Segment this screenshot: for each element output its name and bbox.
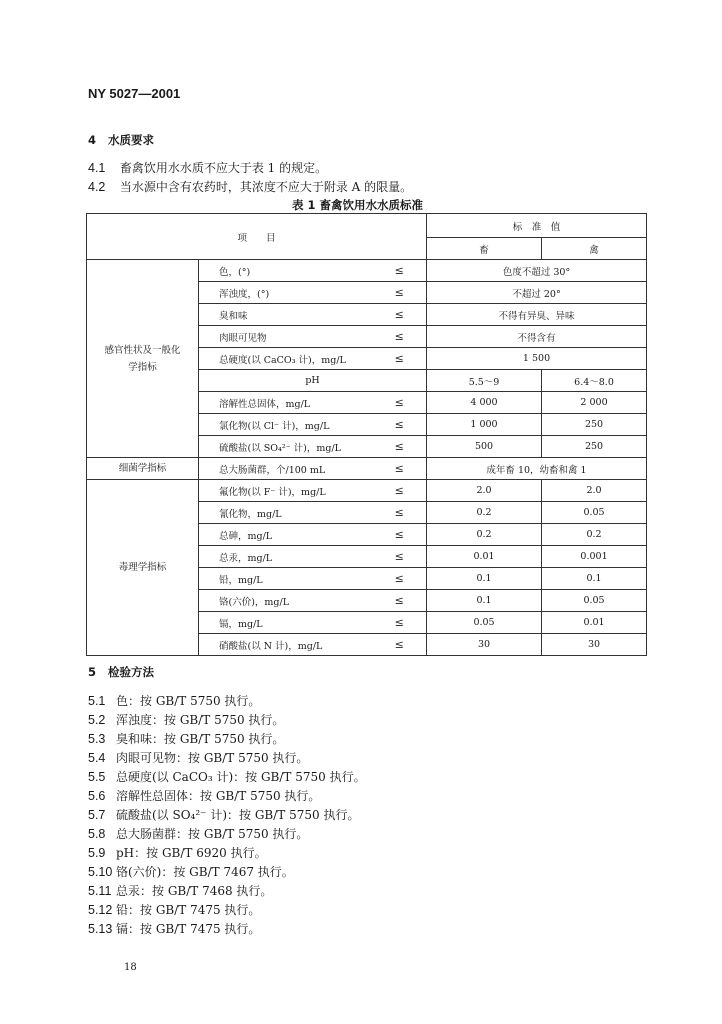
clause-number: 5.2 xyxy=(88,713,106,727)
poultry-value-cell: 0.01 xyxy=(542,612,647,634)
item-cell: 总砷，mg/L xyxy=(199,524,373,546)
poultry-value-cell: 250 xyxy=(542,436,647,458)
poultry-value-cell: 2 000 xyxy=(542,392,647,414)
poultry-value-cell: 0.2 xyxy=(542,524,647,546)
item-cell: 铅，mg/L xyxy=(199,568,373,590)
symbol-cell: ≤ xyxy=(373,634,427,656)
clause-text: 畜禽饮用水水质不应大于表 1 的规定。 xyxy=(119,161,328,175)
category-cell: 毒理学指标 xyxy=(87,480,199,656)
value-cell: 1 500 xyxy=(427,348,647,370)
value-cell: 不得含有 xyxy=(427,326,647,348)
clause-5-10 xyxy=(88,863,294,880)
clause-5-5 xyxy=(88,768,366,785)
clause-5-13 xyxy=(88,920,260,937)
item-cell: 总汞，mg/L xyxy=(199,546,373,568)
section-5-heading xyxy=(88,664,154,680)
symbol-cell: ≤ xyxy=(373,612,427,634)
item-cell: 总硬度(以 CaCO₃ 计)，mg/L xyxy=(199,348,373,370)
poultry-value-cell: 0.05 xyxy=(542,590,647,612)
symbol-cell: ≤ xyxy=(373,502,427,524)
clause-number: 5.1 xyxy=(88,694,106,708)
livestock-value-cell: 0.2 xyxy=(427,502,542,524)
clause-text: 总汞：按 GB/T 7468 执行。 xyxy=(116,884,273,898)
clause-4-1 xyxy=(88,159,327,176)
item-cell: 色，(°) xyxy=(199,260,373,282)
item-cell: 总大肠菌群，个/100 mL xyxy=(199,458,373,480)
value-cell: 色度不超过 30° xyxy=(427,260,647,282)
item-cell: 肉眼可见物 xyxy=(199,326,373,348)
item-cell: 镉，mg/L xyxy=(199,612,373,634)
livestock-value-cell: 2.0 xyxy=(427,480,542,502)
clause-text: 肉眼可见物：按 GB/T 5750 执行。 xyxy=(116,751,309,765)
livestock-value-cell: 0.2 xyxy=(427,524,542,546)
page-number: 18 xyxy=(124,962,137,973)
livestock-value-cell: 4 000 xyxy=(427,392,542,414)
table-row xyxy=(87,458,647,480)
symbol-cell: ≤ xyxy=(373,282,427,304)
clause-text: 硫酸盐(以 SO₄²⁻ 计)：按 GB/T 5750 执行。 xyxy=(116,808,360,822)
item-cell: 硫酸盐(以 SO₄²⁻ 计)，mg/L xyxy=(199,436,373,458)
poultry-value-cell: 0.1 xyxy=(542,568,647,590)
symbol-cell: ≤ xyxy=(373,260,427,282)
section-4-number: 4 xyxy=(88,133,97,147)
section-4-title: 水质要求 xyxy=(108,133,155,147)
livestock-value-cell: 0.01 xyxy=(427,546,542,568)
symbol-cell: ≤ xyxy=(373,392,427,414)
clause-5-2 xyxy=(88,711,284,728)
item-cell: 溶解性总固体，mg/L xyxy=(199,392,373,414)
value-cell: 成年畜 10，幼畜和禽 1 xyxy=(427,458,647,480)
table-row xyxy=(87,260,647,282)
clause-5-6 xyxy=(88,787,320,804)
item-cell: 臭和味 xyxy=(199,304,373,326)
clause-5-8 xyxy=(88,825,308,842)
table-row xyxy=(87,480,647,502)
clause-text: 总硬度(以 CaCO₃ 计)：按 GB/T 5750 执行。 xyxy=(116,770,366,784)
clause-number: 5.5 xyxy=(88,770,106,784)
symbol-cell: ≤ xyxy=(373,436,427,458)
poultry-value-cell: 0.05 xyxy=(542,502,647,524)
table-head-livestock: 畜 xyxy=(427,238,542,260)
clause-text: 镉：按 GB/T 7475 执行。 xyxy=(116,922,261,936)
symbol-cell: ≤ xyxy=(373,568,427,590)
poultry-value-cell: 6.4～8.0 xyxy=(542,370,647,392)
livestock-value-cell: 500 xyxy=(427,436,542,458)
poultry-value-cell: 30 xyxy=(542,634,647,656)
clause-number: 4.1 xyxy=(88,161,106,175)
item-cell: 氯化物(以 Cl⁻ 计)，mg/L xyxy=(199,414,373,436)
value-cell: 不得有异臭、异味 xyxy=(427,304,647,326)
table-head-item: 项 目 xyxy=(87,214,427,260)
symbol-cell: ≤ xyxy=(373,414,427,436)
clause-text: 溶解性总固体：按 GB/T 5750 执行。 xyxy=(116,789,321,803)
water-quality-table xyxy=(86,213,647,656)
clause-text: 当水源中含有农药时，其浓度不应大于附录 A 的限量。 xyxy=(119,180,413,194)
livestock-value-cell: 30 xyxy=(427,634,542,656)
clause-number: 5.10 xyxy=(88,865,113,879)
livestock-value-cell: 0.05 xyxy=(427,612,542,634)
clause-5-12 xyxy=(88,901,260,918)
clause-text: 浑浊度：按 GB/T 5750 执行。 xyxy=(116,713,285,727)
livestock-value-cell: 0.1 xyxy=(427,568,542,590)
value-cell: 不超过 20° xyxy=(427,282,647,304)
clause-number: 5.13 xyxy=(88,922,113,936)
symbol-cell: ≤ xyxy=(373,458,427,480)
livestock-value-cell: 0.1 xyxy=(427,590,542,612)
clause-text: 铅：按 GB/T 7475 执行。 xyxy=(116,903,261,917)
livestock-value-cell: 5.5～9 xyxy=(427,370,542,392)
clause-number: 5.3 xyxy=(88,732,106,746)
section-4-heading xyxy=(88,132,154,148)
clause-text: 总大肠菌群：按 GB/T 5750 执行。 xyxy=(116,827,309,841)
item-cell: 硝酸盐(以 N 计)，mg/L xyxy=(199,634,373,656)
item-cell: pH xyxy=(199,370,427,392)
clause-text: 臭和味：按 GB/T 5750 执行。 xyxy=(116,732,285,746)
category-cell xyxy=(87,260,199,458)
clause-number: 5.8 xyxy=(88,827,106,841)
clause-5-1 xyxy=(88,692,260,709)
clause-5-7 xyxy=(88,806,359,823)
poultry-value-cell: 250 xyxy=(542,414,647,436)
livestock-value-cell: 1 000 xyxy=(427,414,542,436)
symbol-cell: ≤ xyxy=(373,304,427,326)
clause-5-11 xyxy=(88,882,272,899)
section-5-number: 5 xyxy=(88,665,97,679)
table-caption: 表 1 畜禽饮用水水质标准 xyxy=(292,198,424,212)
clause-5-9 xyxy=(88,844,267,861)
poultry-value-cell: 0.001 xyxy=(542,546,647,568)
clause-number: 5.9 xyxy=(88,846,106,860)
standard-code-header: NY 5027—2001 xyxy=(88,86,181,101)
table-head-standard: 标 准 值 xyxy=(427,214,647,238)
item-cell: 铬(六价)，mg/L xyxy=(199,590,373,612)
poultry-value-cell: 2.0 xyxy=(542,480,647,502)
symbol-cell: ≤ xyxy=(373,524,427,546)
clause-number: 5.12 xyxy=(88,903,113,917)
clause-4-2 xyxy=(88,178,412,195)
item-cell: 氟化物(以 F⁻ 计)，mg/L xyxy=(199,480,373,502)
clause-number: 5.6 xyxy=(88,789,106,803)
symbol-cell: ≤ xyxy=(373,546,427,568)
section-5-title: 检验方法 xyxy=(108,665,155,679)
clause-number: 5.4 xyxy=(88,751,106,765)
symbol-cell: ≤ xyxy=(373,348,427,370)
clause-number: 5.11 xyxy=(88,884,112,898)
category-cell: 细菌学指标 xyxy=(87,458,199,480)
category-label: 感官性状及一般化学指标 xyxy=(104,344,181,373)
clause-5-3 xyxy=(88,730,284,747)
item-cell: 氰化物，mg/L xyxy=(199,502,373,524)
clause-number: 4.2 xyxy=(88,180,106,194)
symbol-cell: ≤ xyxy=(373,326,427,348)
symbol-cell: ≤ xyxy=(373,590,427,612)
item-cell: 浑浊度，(°) xyxy=(199,282,373,304)
symbol-cell: ≤ xyxy=(373,480,427,502)
table-head-poultry: 禽 xyxy=(542,238,647,260)
clause-text: pH：按 GB/T 6920 执行。 xyxy=(116,846,267,860)
clause-text: 色：按 GB/T 5750 执行。 xyxy=(116,694,261,708)
clause-text: 铬(六价)：按 GB/T 7467 执行。 xyxy=(116,865,294,879)
clause-5-4 xyxy=(88,749,308,766)
clause-number: 5.7 xyxy=(88,808,106,822)
